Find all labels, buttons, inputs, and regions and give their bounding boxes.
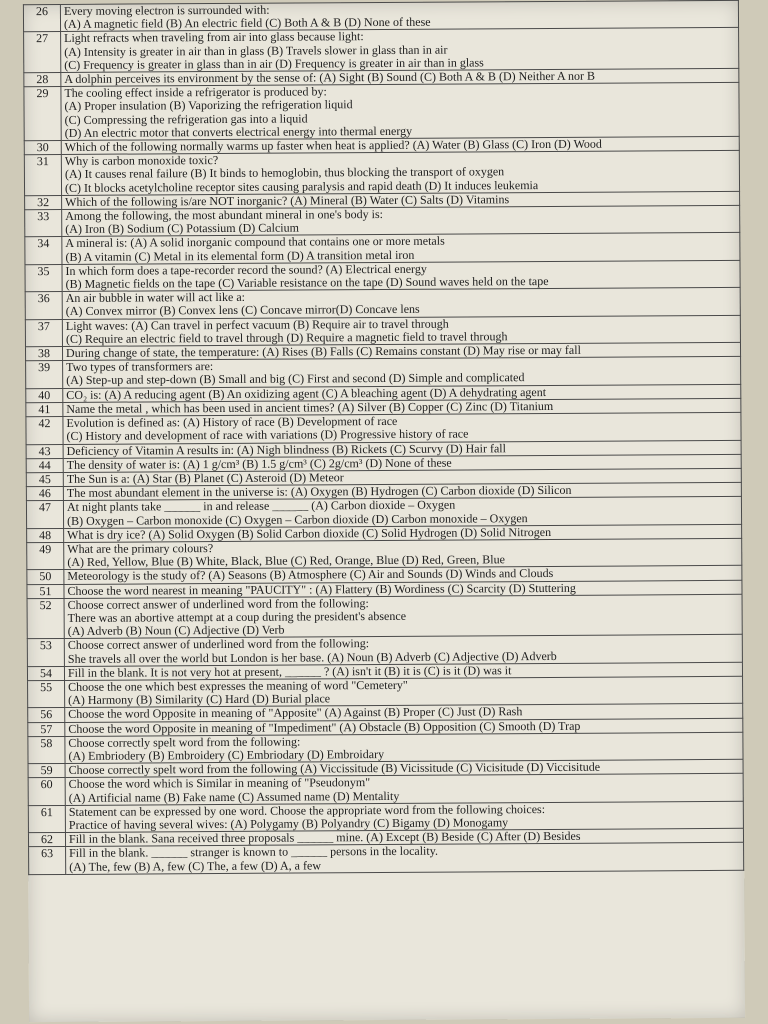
question-row xyxy=(28,732,743,764)
question-line: At night plants take ______ in and release ______ (A) Carbon dioxide – Oxygen xyxy=(66,497,456,515)
question-number: 38 xyxy=(25,347,62,361)
question-line: What are the primary colours? xyxy=(67,540,214,556)
question-line: (B) Oxygen – Carbon monoxide (C) Oxygen – Carbon dioxide (D) Carbon monoxide – Oxygen xyxy=(67,510,528,528)
question-line: Choose the word which is Similar in meaning of "Pseudonym" xyxy=(68,775,371,792)
question-text xyxy=(62,260,740,292)
question-line: (A) A magnetic field (B) An electric field (C) Both A & B (D) None of these xyxy=(63,14,431,32)
question-line: (A) It causes renal failure (B) It binds to hemoglobin, thus blocking the transport of oxygen xyxy=(64,164,505,182)
question-number: 27 xyxy=(24,32,61,73)
question-line: Deficiency of Vitamin A results in: (A) Nigh blindness (B) Rickets (C) Scurvy (D) Hair fall xyxy=(66,440,506,458)
question-number: 57 xyxy=(28,722,65,736)
question-number: 42 xyxy=(26,417,63,445)
question-number: 55 xyxy=(28,680,65,708)
question-number: 34 xyxy=(25,237,62,265)
question-line: In which form does a tape-recorder record the sound? (A) Electrical energy xyxy=(65,261,427,278)
question-row xyxy=(28,801,743,833)
question-number: 26 xyxy=(23,4,60,32)
question-number: 49 xyxy=(27,542,64,570)
question-text xyxy=(62,315,740,347)
question-line: Light waves: (A) Can travel in perfect vacuum (B) Require air to travel through xyxy=(65,316,449,333)
question-text xyxy=(65,732,743,764)
question-number: 50 xyxy=(27,570,64,584)
question-text xyxy=(61,83,739,141)
question-line: (C) Compressing the refrigeration gas into a liquid xyxy=(64,111,308,127)
question-line: Light refracts when traveling from air into glass because light: xyxy=(64,29,364,46)
question-line: She travels all over the world but London is her base. (A) Noun (B) Adverb (C) Adjective (D) Adverb xyxy=(67,648,557,666)
question-text xyxy=(63,357,741,389)
question-line: (A) Proper insulation (B) Vaporizing the refrigeration liquid xyxy=(64,97,353,114)
question-text xyxy=(63,497,741,529)
question-line: (A) Convex mirror (B) Convex lens (C) Concave mirror(D) Concave lens xyxy=(65,302,420,319)
question-line: What is dry ice? (A) Solid Oxygen (B) Solid Carbon dioxide (C) Solid Hydrogen (D) Solid Nitrogen xyxy=(67,524,552,542)
question-line: (C) It blocks acetylcholine receptor sites causing paralysis and rapid death (D) It induces leukemia xyxy=(64,177,539,195)
question-line: An air bubble in water will act like a: xyxy=(65,290,246,306)
question-row xyxy=(25,315,740,347)
question-line: (C) History and development of race with variations (D) Progressive history of race xyxy=(66,426,469,444)
question-row xyxy=(28,774,743,806)
question-number: 61 xyxy=(28,805,65,833)
question-text xyxy=(62,288,740,320)
question-text xyxy=(61,28,739,73)
question-line: (C) Frequency is greater in glass than in air (D) Frequency is greater in air than in glass xyxy=(64,55,484,72)
question-line: Choose the word nearest in meaning "PAUCITY" : (A) Flattery (B) Wordiness (C) Scarcity (D) Stuttering xyxy=(67,580,576,598)
question-row xyxy=(26,357,741,389)
question-line: (A) Intensity is greater in air than in glass (B) Travels slower in glass than in air xyxy=(64,42,448,59)
question-number: 56 xyxy=(28,708,65,722)
question-text xyxy=(64,594,742,639)
question-line: Among the following, the most abundant mineral in one's body is: xyxy=(65,207,384,223)
question-number: 63 xyxy=(29,847,66,875)
question-number: 36 xyxy=(25,292,62,320)
question-line: A mineral is: (A) A solid inorganic compound that contains one or more metals xyxy=(65,234,445,251)
question-text xyxy=(64,538,742,570)
question-line: There was an abortive attempt at a coup during the president's absence xyxy=(67,608,407,625)
question-number: 32 xyxy=(25,195,62,209)
question-text xyxy=(62,205,740,237)
question-row xyxy=(29,843,744,875)
question-row xyxy=(23,0,738,32)
question-line: Name the metal , which has been used in ancient times? (A) Silver (B) Copper (C) Zinc (D) Titanium xyxy=(66,398,554,416)
question-number: 45 xyxy=(26,472,63,486)
question-row xyxy=(24,28,739,73)
question-number: 33 xyxy=(25,210,62,238)
question-number: 43 xyxy=(26,444,63,458)
question-row xyxy=(27,594,742,639)
question-line: Choose correctly spelt word from the following (A) Viccissitude (B) Vicissitude (C) Vicisitude (D) Viccisitude xyxy=(68,760,601,778)
question-line: The cooling effect inside a refrigerator is produced by: xyxy=(64,84,327,101)
question-number: 40 xyxy=(26,388,63,402)
question-line: Every moving electron is surrounded with: xyxy=(63,2,270,18)
question-number: 44 xyxy=(26,458,63,472)
question-text xyxy=(61,151,739,196)
question-number: 31 xyxy=(24,155,61,196)
question-line: (A) Artificial name (B) Fake name (C) Assumed name (D) Mentality xyxy=(68,788,400,805)
question-row xyxy=(25,260,740,292)
question-line: Two types of transformers are: xyxy=(66,359,214,375)
question-line: (A) Embriodery (B) Embroidery (C) Embriodary (D) Embroidary xyxy=(68,746,385,763)
question-text xyxy=(64,635,742,667)
question-row xyxy=(26,412,741,444)
question-number: 53 xyxy=(27,639,64,667)
question-number: 30 xyxy=(24,140,61,154)
question-row xyxy=(24,83,739,141)
question-number: 52 xyxy=(27,598,64,639)
question-line: Which of the following normally warms up faster when heat is applied? (A) Water (B) Glass (C) Iron (D) Wood xyxy=(64,136,602,154)
question-line: Choose correct answer of underlined word from the following: xyxy=(67,636,370,653)
question-text xyxy=(65,801,743,833)
question-line: Evolution is defined as: (A) History of race (B) Development of race xyxy=(66,414,398,431)
question-number: 39 xyxy=(26,361,63,389)
question-number: 47 xyxy=(26,501,63,529)
question-line: The most abundant element in the universe is: (A) Oxygen (B) Hydrogen (C) Carbon dioxide (D) Silicon xyxy=(66,482,572,501)
question-row xyxy=(28,676,743,708)
question-line: Statement can be expressed by one word. Choose the appropriate word from the following choices: xyxy=(68,801,546,819)
question-line: (A) Step-up and step-down (B) Small and big (C) First and second (D) Simple and complicated xyxy=(66,370,525,388)
question-number: 37 xyxy=(25,319,62,347)
question-line: Choose the one which best expresses the meaning of word "Cemetery" xyxy=(68,677,408,694)
question-line: Fill in the blank. It is not very hot at present, ______ ? (A) isn't it (B) it is (C) is it (D) was it xyxy=(67,662,512,680)
question-number: 46 xyxy=(26,487,63,501)
question-text xyxy=(60,0,738,32)
question-line: (B) A vitamin (C) Metal in its elemental form (D) A transition metal iron xyxy=(65,247,415,264)
question-line: The Sun is a: (A) Star (B) Planet (C) Asteroid (D) Meteor xyxy=(66,470,344,486)
question-line: Choose the word Opposite in meaning of "Apposite" (A) Against (B) Proper (C) Just (D) Rash xyxy=(68,704,523,722)
question-line: Choose the word Opposite in meaning of "Impediment" (A) Obstacle (B) Opposition (C) Smooth (D) Trap xyxy=(68,718,581,736)
question-line: Fill in the blank. ______ stranger is known to ______ persons in the locality. xyxy=(69,844,438,861)
question-row xyxy=(27,538,742,570)
question-number: 59 xyxy=(28,764,65,778)
question-number: 28 xyxy=(24,72,61,86)
question-line: Choose correctly spelt word from the following: xyxy=(68,734,301,750)
question-row xyxy=(25,233,740,265)
question-text xyxy=(62,233,740,265)
question-line: Fill in the blank. Sana received three proposals ______ mine. (A) Except (B) Beside (C) After (D) Besides xyxy=(68,829,581,847)
question-line: The density of water is: (A) 1 g/cm³ (B) 1.5 g/cm³ (C) 2g/cm³ (D) None of these xyxy=(66,455,452,472)
question-line: (A) Red, Yellow, Blue (B) White, Black, Blue (C) Red, Orange, Blue (D) Red, Green, Blue xyxy=(67,552,505,570)
question-line: Practice of having several wives: (A) Polygamy (B) Polyandry (C) Bigamy (D) Monogamy xyxy=(68,815,509,832)
question-line: Meteorology is the study of? (A) Seasons (B) Atmosphere (C) Air and Sounds (D) Winds and Clouds xyxy=(67,566,554,584)
question-line: (A) Harmony (B) Similarity (C) Hard (D) Burial place xyxy=(68,691,331,708)
question-line: (A) Iron (B) Sodium (C) Potassium (D) Calcium xyxy=(65,220,299,237)
question-row xyxy=(27,635,742,667)
question-line: (A) Adverb (B) Noun (C) Adjective (D) Verb xyxy=(67,622,285,639)
question-line: A dolphin perceives its environment by the sense of: (A) Sight (B) Sound (C) Both A & B (D) Neither A nor B xyxy=(64,68,596,86)
question-row xyxy=(24,151,739,196)
question-text xyxy=(66,843,744,875)
question-line: (C) Require an electric field to travel through (D) Require a magnetic field to travel through xyxy=(65,329,508,346)
question-number: 54 xyxy=(27,666,64,680)
question-number: 60 xyxy=(28,778,65,806)
question-number: 29 xyxy=(24,87,61,141)
question-number: 51 xyxy=(27,584,64,598)
question-list xyxy=(23,0,743,874)
question-line: Which of the following is/are NOT inorganic? (A) Mineral (B) Water (C) Salts (D) Vitamins xyxy=(65,192,510,209)
question-line: CO₂ is: (A) A reducing agent (B) An oxidizing agent (C) A bleaching agent (D) A dehydrating agent xyxy=(66,384,547,402)
question-text xyxy=(63,412,741,444)
question-row xyxy=(25,205,740,237)
question-number: 41 xyxy=(26,402,63,416)
question-line: (B) Magnetic fields on the tape (C) Variable resistance on the tape (D) Sound waves held on the tape xyxy=(65,274,549,292)
question-line: (D) An electric motor that converts electrical energy into thermal energy xyxy=(64,123,413,140)
question-row xyxy=(26,497,741,529)
question-text xyxy=(65,774,743,806)
question-number: 62 xyxy=(28,833,65,847)
question-table xyxy=(23,0,744,875)
question-number: 35 xyxy=(25,264,62,292)
exam-sheet xyxy=(23,0,745,1022)
question-number: 58 xyxy=(28,736,65,764)
question-text xyxy=(65,676,743,708)
question-number: 48 xyxy=(27,528,64,542)
question-line: Choose correct answer of underlined word from the following: xyxy=(67,595,369,612)
question-line: (A) The, few (B) A, few (C) The, a few (D) A, a few xyxy=(69,857,322,874)
question-line: Why is carbon monoxide toxic? xyxy=(64,153,219,169)
question-line: During change of state, the temperature: (A) Rises (B) Falls (C) Remains constant (D) May rise or may fall xyxy=(65,342,581,361)
question-row xyxy=(25,288,740,320)
